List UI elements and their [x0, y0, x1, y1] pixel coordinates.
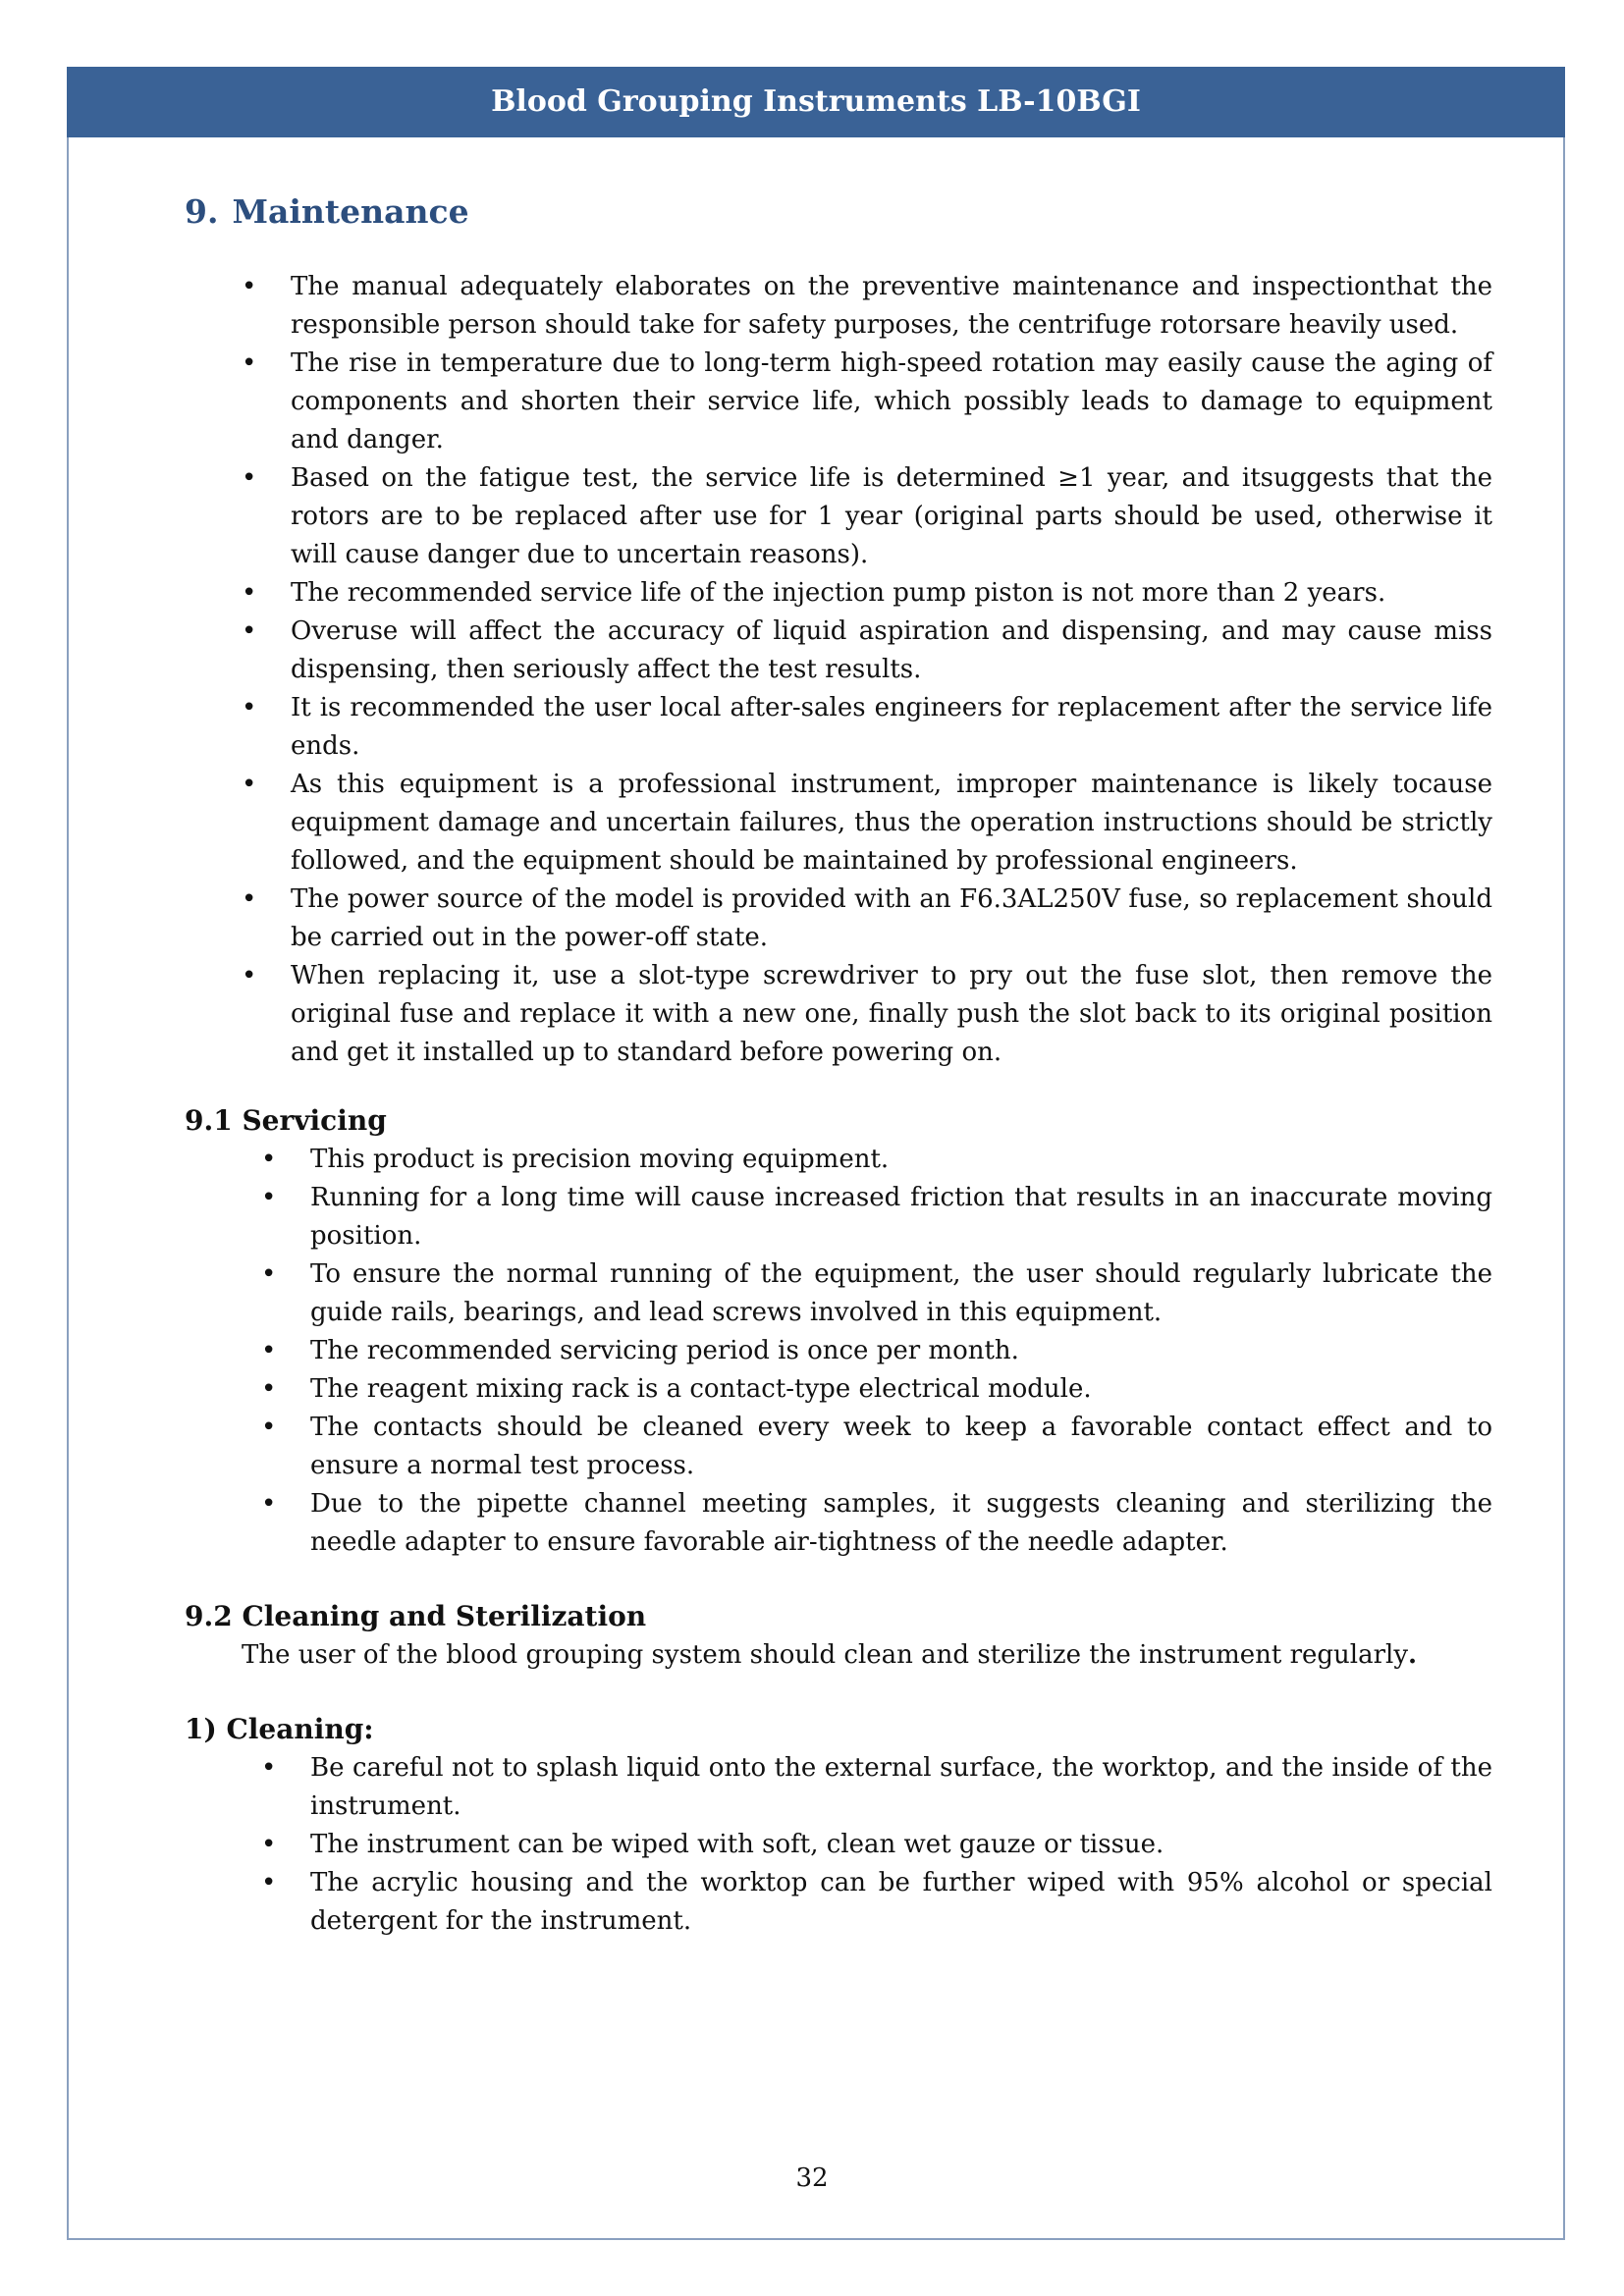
cleaning-heading: 1) Cleaning: — [185, 1713, 374, 1745]
bullet-icon: • — [242, 272, 257, 301]
list-item: • When replacing it, use a slot-type screwdriver to pry out the fuse slot, then remove the original fuse and replace it with a new one, finally push the slot back to its original position and get it installed up to standard before powering on. — [185, 957, 1492, 1072]
list-item: • The rise in temperature due to long-term high-speed rotation may easily cause the aging of components and shorten their service life, which possibly leads to damage to equipment and danger. — [185, 345, 1492, 459]
bullet-icon: • — [242, 578, 257, 608]
bullet-icon: • — [261, 1413, 277, 1442]
list-item: • The power source of the model is provided with an F6.3AL250V fuse, so replacement should be carried out in the power-off state. — [185, 881, 1492, 957]
bullet-icon: • — [261, 1336, 277, 1365]
list-item: • This product is precision moving equipment. — [185, 1141, 1492, 1179]
servicing-list — [185, 1141, 1492, 1562]
section-heading — [185, 192, 1492, 231]
cleaning-sterilization-heading: 9.2 Cleaning and Sterilization — [185, 1600, 647, 1632]
bullet-icon: • — [261, 1868, 277, 1897]
list-item: • The recommended service life of the injection pump piston is not more than 2 years. — [185, 574, 1492, 613]
bullet-icon: • — [242, 884, 257, 914]
bullet-icon: • — [242, 693, 257, 722]
bullet-icon: • — [261, 1830, 277, 1859]
maintenance-list — [185, 268, 1492, 1072]
servicing-heading: 9.1 Servicing — [185, 1104, 387, 1137]
bullet-icon: • — [242, 961, 257, 990]
list-item: • Be careful not to splash liquid onto the external surface, the worktop, and the inside of the instrument. — [185, 1749, 1492, 1826]
page-number: 32 — [795, 2163, 829, 2193]
header-title: Blood Grouping Instruments LB-10BGI — [491, 84, 1141, 119]
list-item: • The contacts should be cleaned every week to keep a favorable contact effect and to ensure a normal test process. — [185, 1409, 1492, 1485]
list-item: • Overuse will affect the accuracy of liquid aspiration and dispensing, and may cause miss dispensing, then seriously affect the test results. — [185, 613, 1492, 689]
list-item: • The acrylic housing and the worktop can be further wiped with 95% alcohol or special detergent for the instrument. — [185, 1864, 1492, 1941]
section-number: 9. — [185, 192, 219, 231]
document-header — [67, 67, 1565, 137]
bullet-icon: • — [261, 1183, 277, 1212]
list-item: • The manual adequately elaborates on the preventive maintenance and inspectionthat the responsible person should take for safety purposes, the centrifuge rotorsare heavily used. — [185, 268, 1492, 345]
list-item: • Due to the pipette channel meeting samples, it suggests cleaning and sterilizing the needle adapter to ensure favorable air-tightness of the needle adapter. — [185, 1485, 1492, 1562]
cleaning-list — [185, 1749, 1492, 1941]
bullet-icon: • — [261, 1489, 277, 1519]
bullet-icon: • — [261, 1753, 277, 1783]
list-item: • The instrument can be wiped with soft, clean wet gauze or tissue. — [185, 1826, 1492, 1864]
cleaning-sterilization-text: The user of the blood grouping system should clean and sterilize the instrument regularly. — [242, 1640, 1418, 1670]
list-item: • It is recommended the user local after-sales engineers for replacement after the service life ends. — [185, 689, 1492, 766]
list-item: • Running for a long time will cause increased friction that results in an inaccurate moving position. — [185, 1179, 1492, 1255]
page-content — [185, 192, 1492, 1941]
list-item: • To ensure the normal running of the equipment, the user should regularly lubricate the guide rails, bearings, and lead screws involved in this equipment. — [185, 1255, 1492, 1332]
list-item: • As this equipment is a professional instrument, improper maintenance is likely tocause equipment damage and uncertain failures, thus the operation instructions should be strictly followed, and the equipment should be maintained by professional engineers. — [185, 766, 1492, 881]
list-item: • The reagent mixing rack is a contact-type electrical module. — [185, 1370, 1492, 1409]
bullet-icon: • — [261, 1259, 277, 1289]
bullet-icon: • — [261, 1145, 277, 1174]
bullet-icon: • — [242, 463, 257, 493]
bullet-icon: • — [242, 348, 257, 378]
bullet-icon: • — [261, 1374, 277, 1404]
list-item: • The recommended servicing period is once per month. — [185, 1332, 1492, 1370]
section-title: Maintenance — [232, 192, 469, 231]
bullet-icon: • — [242, 770, 257, 799]
bullet-icon: • — [242, 616, 257, 646]
list-item: • Based on the fatigue test, the service life is determined ≥1 year, and itsuggests that the rotors are to be replaced after use for 1 year (original parts should be used, otherwise it will cause danger due to uncertain reasons). — [185, 459, 1492, 574]
